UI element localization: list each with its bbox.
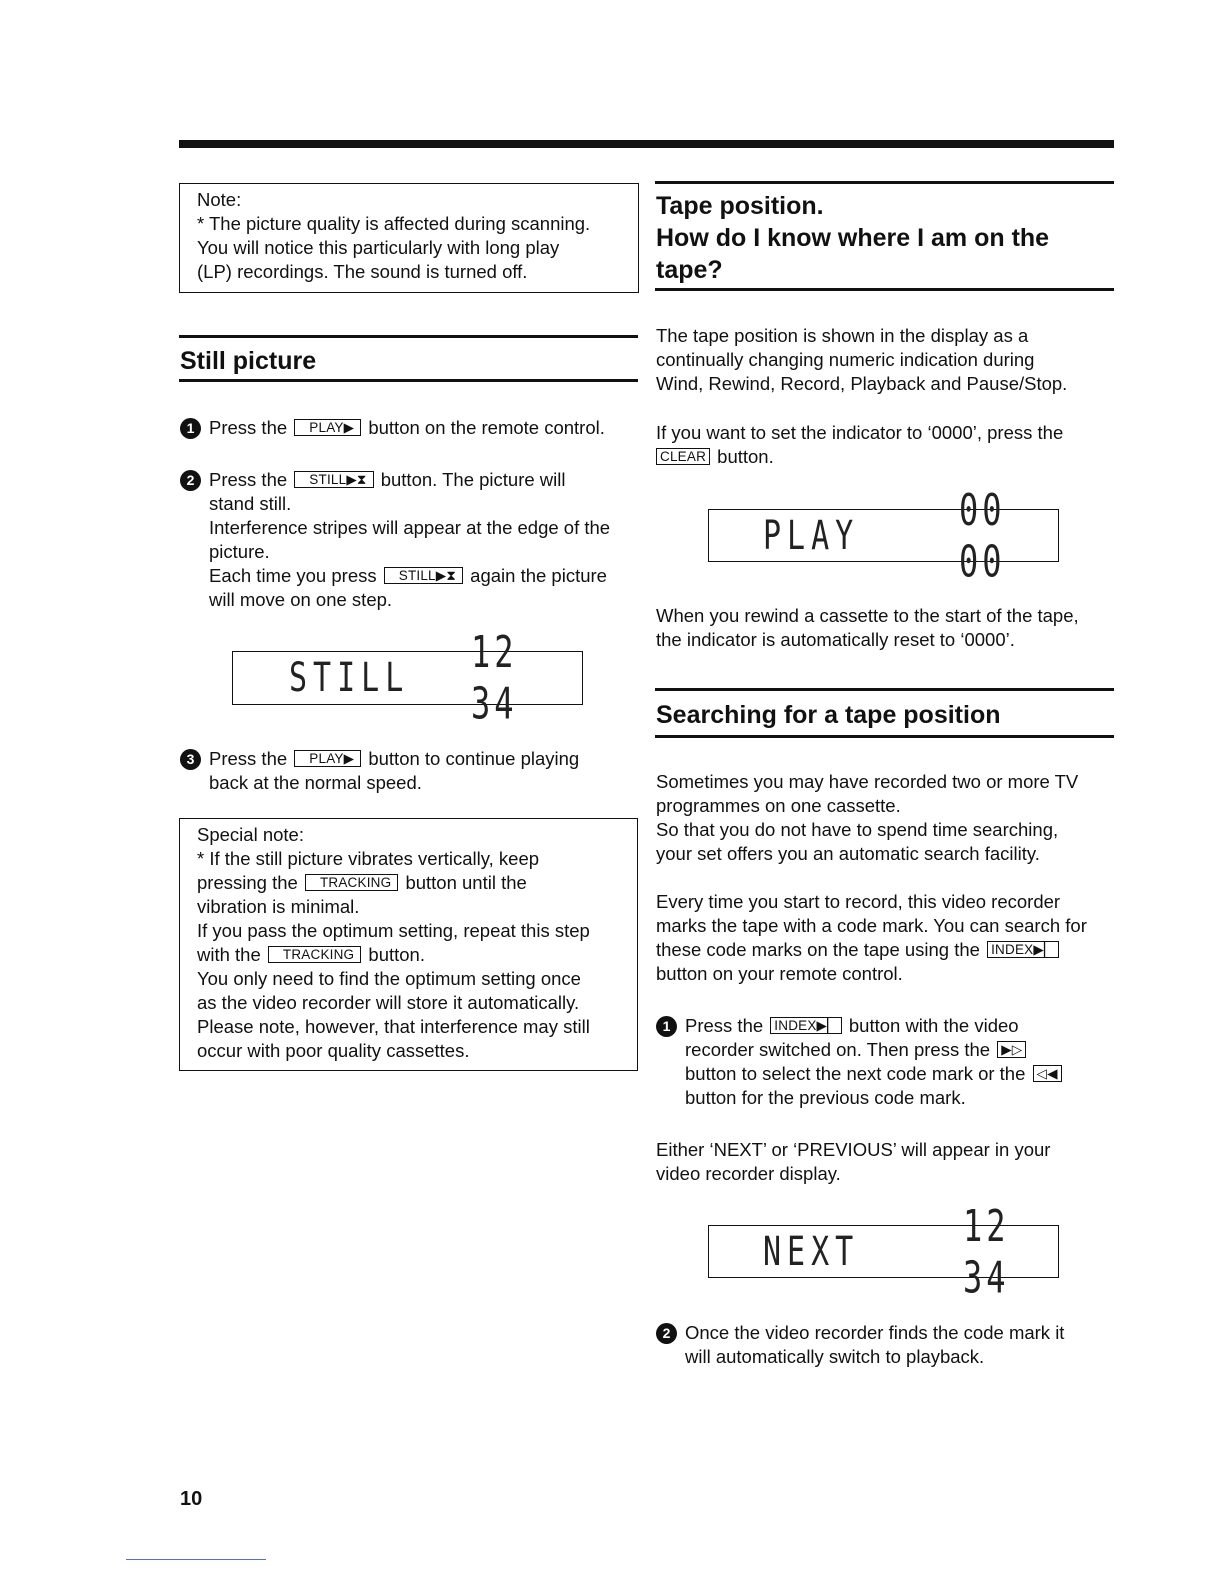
play-key: PLAY▶ bbox=[294, 750, 361, 767]
para-line: marks the tape with a code mark. You can search for bbox=[656, 915, 1087, 936]
step-text: again the picture bbox=[470, 565, 607, 586]
para-line: Either ‘NEXT’ or ‘PREVIOUS’ will appear in your bbox=[656, 1139, 1051, 1160]
note-box bbox=[179, 183, 639, 293]
display-counter: 12 34 bbox=[963, 1200, 1010, 1303]
index-key: INDEX▶▏ bbox=[987, 941, 1058, 958]
tape-rule-top bbox=[655, 181, 1114, 184]
note-line: (LP) recordings. The sound is turned off. bbox=[197, 261, 528, 282]
note-line: pressing the bbox=[197, 872, 298, 893]
step-text: button to select the next code mark or the bbox=[685, 1063, 1026, 1084]
step-text: button with the video bbox=[848, 1015, 1019, 1036]
note-line: * If the still picture vibrates vertically, keep bbox=[197, 848, 540, 869]
search-step-1 bbox=[656, 1014, 1116, 1110]
para-line: Every time you start to record, this video recorder bbox=[656, 891, 1061, 912]
display-word: NEXT bbox=[763, 1227, 860, 1276]
play-display bbox=[708, 484, 1059, 587]
step-number-icon: 1 bbox=[656, 1016, 677, 1037]
tape-position-title bbox=[656, 190, 1049, 286]
special-note-box bbox=[179, 818, 638, 1071]
still-step-3 bbox=[180, 747, 650, 795]
forward-key: ▶▷ bbox=[997, 1041, 1026, 1058]
para-line: programmes on one cassette. bbox=[656, 795, 901, 816]
page-number: 10 bbox=[180, 1488, 203, 1510]
step-text: button. The picture will bbox=[380, 469, 566, 490]
step-number-icon: 2 bbox=[656, 1323, 677, 1344]
footer-line bbox=[126, 1559, 266, 1560]
note-line: Please note, however, that interference may still bbox=[197, 1016, 590, 1037]
step-text: picture. bbox=[209, 541, 270, 562]
still-key: STILL▶⧗ bbox=[384, 567, 463, 584]
still-rule-top bbox=[179, 335, 638, 338]
step-text: recorder switched on. Then press the bbox=[685, 1039, 991, 1060]
search-para-2 bbox=[656, 890, 1116, 986]
para-line: Sometimes you may have recorded two or more TV bbox=[656, 771, 1079, 792]
step-text: button on the remote control. bbox=[368, 417, 605, 438]
note-line: occur with poor quality cassettes. bbox=[197, 1040, 470, 1061]
step-text: will move on one step. bbox=[209, 589, 393, 610]
note-line: You will notice this particularly with long play bbox=[197, 237, 560, 258]
step-text: Press the bbox=[209, 417, 288, 438]
display-counter: 00 00 bbox=[959, 484, 1006, 587]
note-line: button until the bbox=[405, 872, 527, 893]
tape-para-1 bbox=[656, 324, 1114, 396]
title-line: tape? bbox=[656, 256, 723, 284]
para-line: your set offers you an automatic search facility. bbox=[656, 843, 1040, 864]
tracking-key: TRACKING bbox=[268, 946, 361, 963]
para-line: video recorder display. bbox=[656, 1163, 841, 1184]
still-step-1 bbox=[180, 416, 650, 440]
search-step-2 bbox=[656, 1321, 1116, 1369]
step-text: button for the previous code mark. bbox=[685, 1087, 966, 1108]
note-line: If you pass the optimum setting, repeat this step bbox=[197, 920, 590, 941]
note-line: * The picture quality is affected during scanning. bbox=[197, 213, 591, 234]
search-para-1 bbox=[656, 770, 1114, 866]
display-counter: 12 34 bbox=[471, 626, 518, 730]
step-text: Once the video recorder finds the code mark it bbox=[685, 1322, 1065, 1343]
search-title: Searching for a tape position bbox=[656, 701, 1001, 729]
index-key: INDEX▶▏ bbox=[770, 1017, 841, 1034]
step-number-icon: 1 bbox=[180, 418, 201, 439]
step-text: button to continue playing bbox=[368, 748, 580, 769]
tape-para-3 bbox=[656, 604, 1114, 652]
special-note-heading: Special note: bbox=[197, 824, 304, 845]
next-display bbox=[708, 1200, 1059, 1303]
step-number-icon: 2 bbox=[180, 470, 201, 491]
still-step-2 bbox=[180, 468, 650, 612]
title-line: Tape position. bbox=[656, 192, 824, 220]
para-line: these code marks on the tape using the bbox=[656, 939, 980, 960]
still-rule-bottom bbox=[179, 379, 638, 382]
step-text: back at the normal speed. bbox=[209, 772, 422, 793]
rewind-key: ◁◀ bbox=[1033, 1065, 1062, 1082]
top-rule bbox=[179, 140, 1114, 148]
clear-key: CLEAR bbox=[656, 448, 710, 465]
play-key: PLAY▶ bbox=[294, 419, 361, 436]
display-word: PLAY bbox=[763, 511, 860, 560]
para-line: the indicator is automatically reset to ‘0000’. bbox=[656, 629, 1015, 650]
step-text: stand still. bbox=[209, 493, 292, 514]
tape-para-2 bbox=[656, 421, 1114, 469]
para-line: button. bbox=[717, 446, 774, 467]
search-rule-top bbox=[655, 688, 1114, 691]
search-rule-bottom bbox=[655, 735, 1114, 738]
para-line: When you rewind a cassette to the start of the tape, bbox=[656, 605, 1079, 626]
tracking-key: TRACKING bbox=[305, 874, 398, 891]
para-line: button on your remote control. bbox=[656, 963, 903, 984]
note-line: with the bbox=[197, 944, 261, 965]
para-line: So that you do not have to spend time searching, bbox=[656, 819, 1059, 840]
step-number-icon: 3 bbox=[180, 749, 201, 770]
para-line: If you want to set the indicator to ‘0000’, press the bbox=[656, 422, 1064, 443]
still-display bbox=[232, 626, 583, 730]
display-word: STILL bbox=[289, 654, 410, 702]
note-line: You only need to find the optimum setting once bbox=[197, 968, 581, 989]
step-text: Press the bbox=[209, 469, 288, 490]
step-text: Press the bbox=[209, 748, 288, 769]
still-key: STILL▶⧗ bbox=[294, 471, 373, 488]
title-line: How do I know where I am on the bbox=[656, 224, 1050, 252]
step-text: Each time you press bbox=[209, 565, 377, 586]
para-line: The tape position is shown in the display as a bbox=[656, 325, 1029, 346]
step-text: will automatically switch to playback. bbox=[685, 1346, 985, 1367]
note-line: as the video recorder will store it automatically. bbox=[197, 992, 580, 1013]
tape-rule-bottom bbox=[655, 288, 1114, 291]
note-line: button. bbox=[368, 944, 425, 965]
step-text: Press the bbox=[685, 1015, 764, 1036]
search-para-3 bbox=[656, 1138, 1114, 1186]
para-line: continually changing numeric indication during bbox=[656, 349, 1035, 370]
note-line: vibration is minimal. bbox=[197, 896, 360, 917]
still-picture-title: Still picture bbox=[180, 347, 317, 375]
step-text: Interference stripes will appear at the edge of the bbox=[209, 517, 611, 538]
para-line: Wind, Rewind, Record, Playback and Pause/Stop. bbox=[656, 373, 1068, 394]
note-heading: Note: bbox=[197, 189, 242, 210]
